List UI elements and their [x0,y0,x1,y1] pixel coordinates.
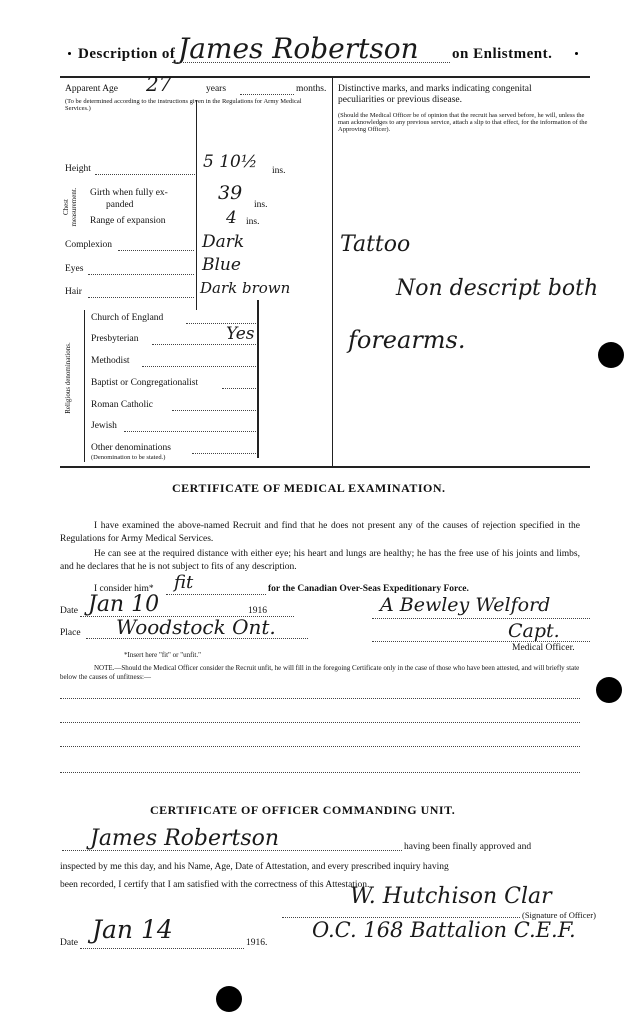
hair-value: Dark brown [200,279,291,297]
complexion-line [118,250,194,251]
other-denominations-label: Other denominations [91,443,171,453]
commanding-date-label: Date [60,938,78,948]
officer-signature: W. Hutchison Clar [350,884,552,909]
roman-catholic-label: Roman Catholic [91,400,154,410]
distinctive-marks-heading-1: Distinctive marks, and marks indicating congenital [338,84,532,94]
chest-measurement-label: Chest measurement. [62,187,78,227]
medical-year-label: 1916 [248,606,267,616]
height-line [95,174,195,175]
girth-value: 39 [218,182,243,204]
age-value: 27 [146,72,172,96]
ins-label: ins. [272,166,286,176]
unfit-line-1 [60,698,580,699]
punch-hole [216,986,242,1012]
name-line [172,62,450,63]
pen-stroke [257,300,259,458]
ink-dot [68,52,71,55]
punch-hole [596,677,622,703]
unfit-line-3 [60,746,580,747]
hair-label: Hair [65,287,82,297]
baptist-label: Baptist or Congregationalist [91,378,199,388]
methodist-label: Methodist [91,356,130,366]
section-rule [60,466,590,468]
medical-date-label: Date [60,606,78,616]
age-note: (To be determined according to the instructions given in the Regulations for Army Medical Services.) [65,98,302,112]
signature-of-officer-label: (Signature of Officer) [522,910,596,920]
height-label: Height [65,164,91,174]
jewish-label: Jewish [91,421,117,431]
months-label: months. [296,84,327,94]
recruit-name-signature: James Robertson [90,826,280,851]
fitness-value: fit [174,572,194,593]
recruit-name-line [62,850,402,851]
approved-text: having been finally approved and [404,842,532,852]
girth-label-1: Girth when fully ex- [90,188,168,198]
range-ins-label: ins. [246,217,260,227]
signature-line [372,618,590,619]
unfit-line-4 [60,772,580,773]
unfit-line-2 [60,722,580,723]
marks-line-3: forearms. [348,326,466,354]
inspected-text: inspected by me this day, and his Name, Age, Date of Attestation, and every prescribed inquiry having [60,862,449,872]
methodist-line [142,366,256,367]
height-value: 5 10½ [203,152,258,172]
force-label: for the Canadian Over-Seas Expeditionary Force. [268,584,469,594]
punch-hole [598,342,624,368]
medical-date-value: Jan 10 [88,592,160,617]
presbyterian-value: Yes [226,324,255,344]
girth-label-2: panded [106,200,134,210]
column-divider [332,76,333,466]
marks-line-1: Tattoo [340,232,411,257]
medical-certificate-title: CERTIFICATE OF MEDICAL EXAMINATION. [172,481,446,495]
other-denominations-note: (Denomination to be stated.) [91,454,166,461]
eyes-line [88,274,194,275]
medical-officer-signature: A Bewley Welford [380,594,551,616]
medical-place-value: Woodstock Ont. [116,615,276,639]
range-label: Range of expansion [90,216,166,226]
rc-line [172,410,256,411]
medical-place-label: Place [60,628,81,638]
years-label: years [206,84,227,94]
presbyterian-label: Presbyterian [91,334,139,344]
distinctive-marks-heading-2: peculiarities or previous disease. [338,95,462,105]
medical-officer-label: Medical Officer. [512,643,575,653]
rank-line [372,641,590,642]
girth-ins-label: ins. [254,200,268,210]
marks-line-2: Non descript both [396,276,599,301]
apparent-age-label: Apparent Age [65,84,119,94]
other-line [192,453,256,454]
religious-denominations-label: Religious denominations. [64,342,72,414]
consider-line [166,594,266,595]
complexion-value: Dark [202,232,245,252]
unit-designation: O.C. 168 Battalion C.E.F. [312,918,576,942]
jewish-line [124,431,256,432]
medical-paragraph-2: He can see at the required distance with either eye; his heart and lungs are healthy; he has the free use of his joints and limbs, and he declares that he is not subject to fits of any description. [60,549,580,572]
commanding-date-line [80,948,244,949]
distinctive-marks-note: (Should the Medical Officer be of opinion that the recruit has served before, he will, unless the man acknowledges to any previous service, attach a slip to that effect, for the information of the Approving Officer). [338,112,588,133]
ink-dot [575,52,578,55]
commanding-date-value: Jan 14 [92,915,173,944]
unfit-note: NOTE.—Should the Medical Officer consider the Recruit unfit, he will fill in the foregoing Certificate only in the case of those who have been attested, and will briefly state below the causes of unfitness:— [60,664,580,681]
religion-bracket-line [84,310,85,462]
commanding-certificate-title: CERTIFICATE OF OFFICER COMMANDING UNIT. [150,803,456,817]
commanding-year-label: 1916. [246,938,268,948]
value-column-line [196,100,197,310]
months-line [240,94,294,95]
insert-fit-note: *Insert here "fit" or "unfit." [124,651,201,659]
church-of-england-label: Church of England [91,313,164,323]
header-rule [60,76,590,78]
eyes-label: Eyes [65,264,84,274]
hair-line [88,297,194,298]
consider-label: I consider him* [94,584,154,594]
presby-line [152,344,256,345]
recruit-name-handwritten: James Robertson [178,32,419,65]
header-prefix: Description of [78,46,176,62]
baptist-line [222,388,256,389]
header-suffix: on Enlistment. [452,46,553,62]
medical-officer-rank: Capt. [508,620,560,642]
complexion-label: Complexion [65,240,112,250]
range-value: 4 [226,208,237,228]
eyes-value: Blue [202,255,241,275]
certify-text: been recorded, I certify that I am satisfied with the correctness of this Attestation. [60,880,370,890]
medical-paragraph-1: I have examined the above-named Recruit and find that he does not present any of the causes of rejection specified in the Regulations for Army Medical Services. [60,521,580,544]
